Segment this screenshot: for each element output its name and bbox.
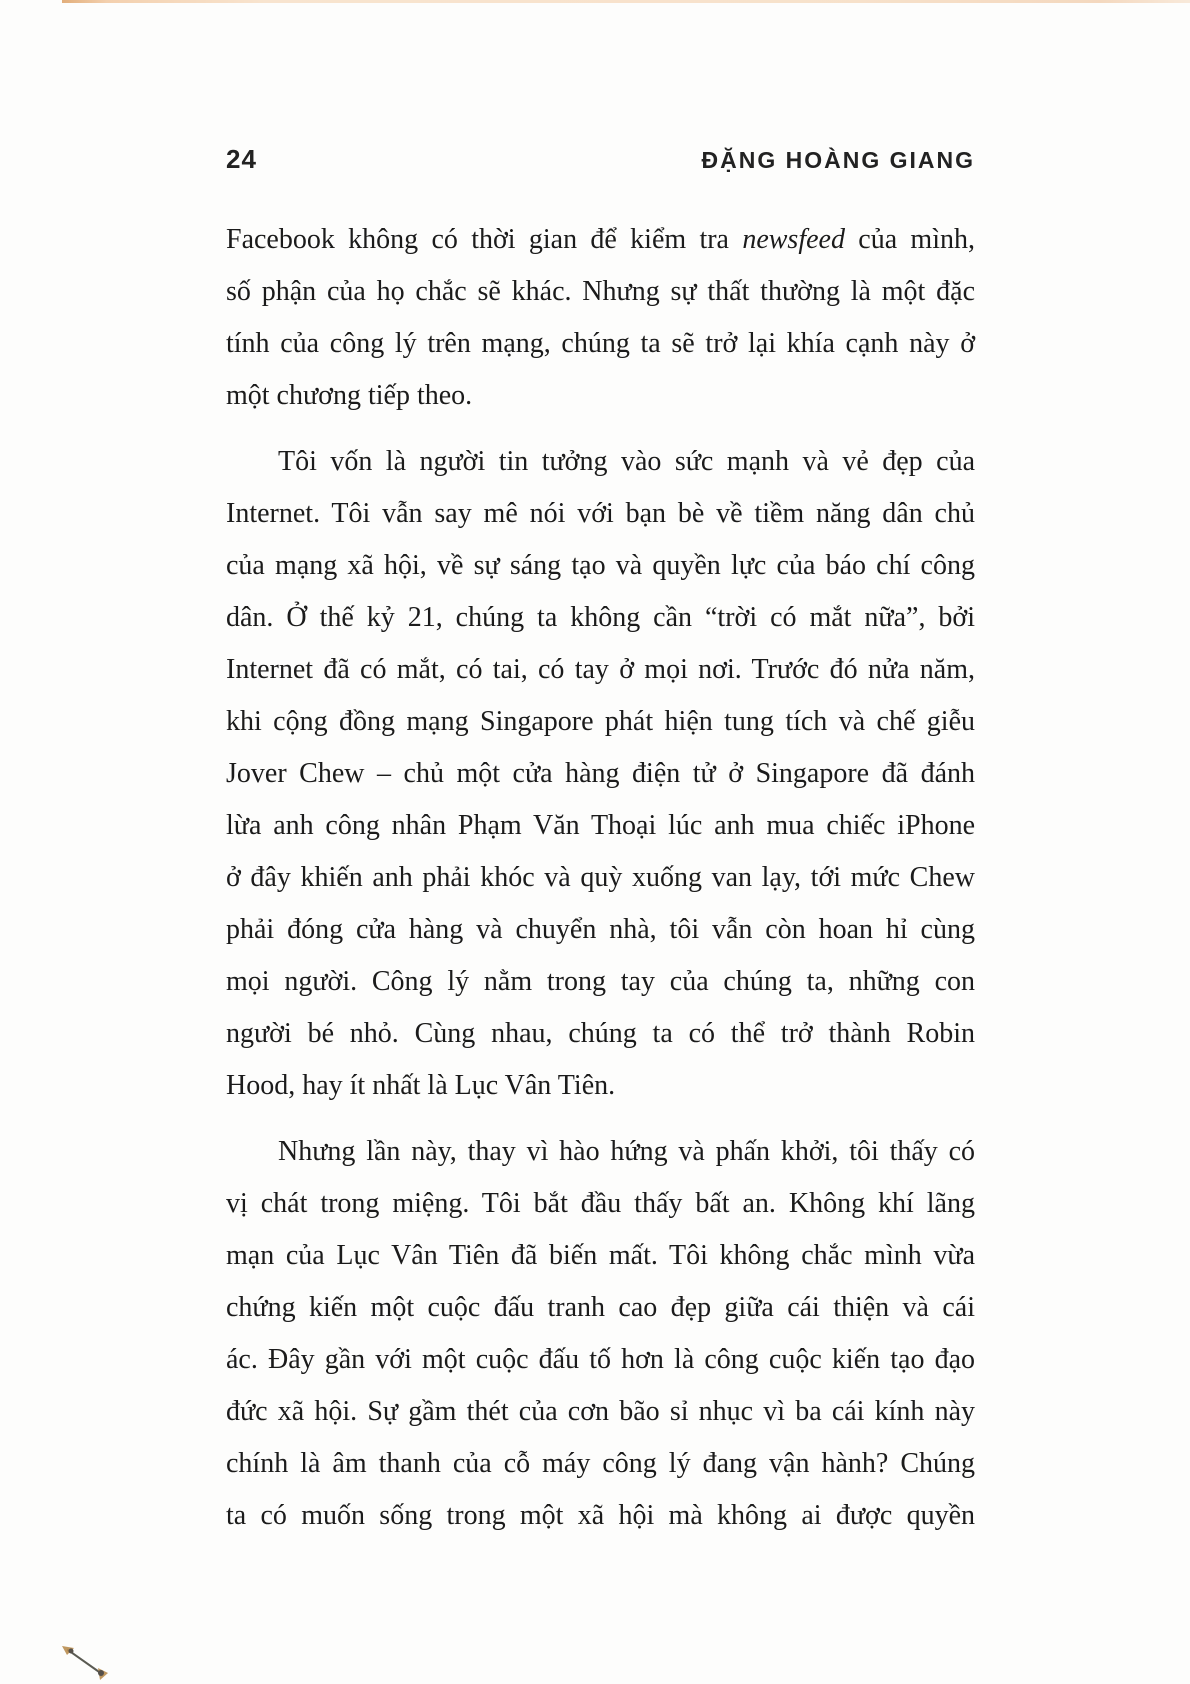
text-line — [226, 214, 975, 266]
newsfeed-italic: newsfeed — [742, 224, 845, 255]
pen-mark — [50, 1628, 130, 1684]
text-line: đức xã hội. Sự gầm thét của cơn bão sỉ nhục vì ba cái kính này — [226, 1396, 975, 1427]
page-header — [226, 144, 975, 175]
text-line: vị chát trong miệng. Tôi bắt đầu thấy bất an. Không khí lãng — [226, 1188, 975, 1219]
paragraph-1 — [226, 214, 975, 422]
text-line: số phận của họ chắc sẽ khác. Nhưng sự thất thường là một đặc — [226, 276, 975, 307]
text-line: mạn của Lục Vân Tiên đã biến mất. Tôi không chắc mình vừa — [226, 1240, 975, 1271]
text-segment: Facebook không có thời gian để kiểm tra — [226, 224, 743, 255]
text-line: chứng kiến một cuộc đấu tranh cao đẹp giữa cái thiện và cái — [226, 1292, 975, 1323]
text-line: chính là âm thanh của cỗ máy công lý đang vận hành? Chúng — [226, 1448, 975, 1479]
text-line: lừa anh công nhân Phạm Văn Thoại lúc anh mua chiếc iPhone — [226, 810, 975, 841]
text-line: Internet. Tôi vẫn say mê nói với bạn bè về tiềm năng dân chủ — [226, 498, 975, 529]
text-line: người bé nhỏ. Cùng nhau, chúng ta có thể trở thành Robin — [226, 1018, 975, 1049]
text-line: tính của công lý trên mạng, chúng ta sẽ trở lại khía cạnh này ở — [226, 328, 975, 359]
text-line: Nhưng lần này, thay vì hào hứng và phấn khởi, tôi thấy có — [278, 1136, 975, 1167]
text-line: ta có muốn sống trong một xã hội mà không ai được quyền — [226, 1500, 975, 1531]
scan-edge-artifact — [62, 0, 1190, 3]
paragraph-2 — [226, 436, 975, 1112]
text-line: Jover Chew – chủ một cửa hàng điện tử ở Singapore đã đánh — [226, 758, 975, 789]
text-line: khi cộng đồng mạng Singapore phát hiện tung tích và chế giễu — [226, 706, 975, 737]
text-line: Hood, hay ít nhất là Lục Vân Tiên. — [226, 1070, 616, 1101]
text-line: ác. Đây gần với một cuộc đấu tố hơn là công cuộc kiến tạo đạo — [226, 1344, 975, 1375]
text-line: Internet đã có mắt, có tai, có tay ở mọi nơi. Trước đó nửa năm, — [226, 654, 975, 685]
text-line: dân. Ở thế kỷ 21, chúng ta không cần “trời có mắt nữa”, bởi — [226, 602, 975, 633]
page-number: 24 — [226, 144, 257, 174]
text-line: mọi người. Công lý nằm trong tay của chúng ta, những con — [226, 966, 975, 997]
text-segment: của mình, — [844, 224, 975, 255]
body-text — [226, 214, 975, 1542]
text-line: một chương tiếp theo. — [226, 380, 473, 411]
text-line: ở đây khiến anh phải khóc và quỳ xuống van lạy, tới mức Chew — [226, 862, 975, 893]
text-line: Tôi vốn là người tin tưởng vào sức mạnh và vẻ đẹp của — [278, 446, 975, 477]
paragraph-3 — [226, 1126, 975, 1542]
text-line: của mạng xã hội, về sự sáng tạo và quyền lực của báo chí công — [226, 550, 975, 581]
text-line: phải đóng cửa hàng và chuyển nhà, tôi vẫn còn hoan hỉ cùng — [226, 914, 975, 945]
running-head: ĐẶNG HOÀNG GIANG — [701, 147, 975, 173]
